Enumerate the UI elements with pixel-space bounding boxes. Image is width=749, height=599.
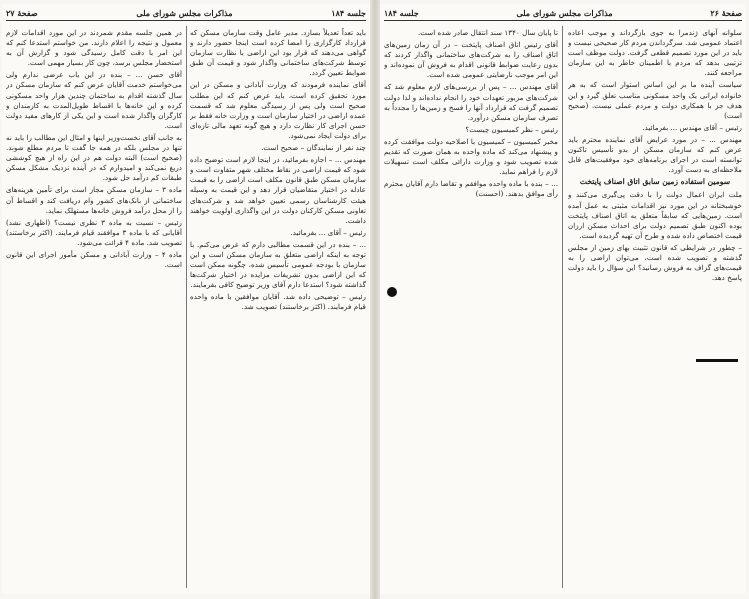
paragraph: مخبر کمیسیون – کمیسیون با اصلاحیه دولت موافقت کرده و پیشنهاد می‌کند که ماده واحده به همان صورت که تقدیم شده تصویب شود و وزارت دارائی مکلف است تسهیلات لازم را فراهم نماید. bbox=[384, 136, 558, 177]
paragraph: ملت ایران اعمال دولت را با دقت پی‌گیری می‌کنند و خوشبختانه در این مورد نیز اقدامات مثبتی به عمل آمده است. زمین‌هایی که سابقاً متعلق به اتاق اصناف پایتخت بوده اکنون طبق تصمیم دولت برای احداث مسکن ارزان قیمت اختصاص داده شده و طرح آن تهیه گردیده است. bbox=[568, 190, 742, 240]
left-page-session: جلسه ۱۸۴ bbox=[331, 8, 366, 18]
paragraph: چند نفر از نمایندگان – صحیح است. bbox=[261, 143, 366, 153]
ink-mark bbox=[696, 359, 738, 362]
paragraph: ... – بنده در این قسمت مطالبی دارم که عرض می‌کنم. با توجه به اینکه اراضی متعلق به سازمان مسکن است و این سازمان با بودجه عمومی تأسیس شده، چگونه ممکن است که این اراضی بدون تشریفات مزایده در اختیار شرکت‌ها گذاشته شود؟ استدعا دارم آقای وزیر توضیح کافی بفرمایند. bbox=[190, 239, 366, 290]
paragraph: مهندس ... – در مورد عرایض آقای نماینده محترم باید عرض کنم که سازمان مسکن از بدو تأسیس تاکنون توانسته است در اجرای برنامه‌های خود موفقیت‌های قابل ملاحظه‌ای به دست آورد. bbox=[568, 134, 742, 175]
paragraph: – چطور در شرایطی که قانون تثبیت بهای زمین از مجلس گذشته و تصویب شده است، می‌توان اراضی را به قیمت‌های گزاف به فروش رسانید؟ این سؤال را باید دولت پاسخ دهد. bbox=[568, 242, 742, 283]
paragraph: مهندس ... – اجازه بفرمائید، در اینجا لازم است توضیح داده شود که قیمت اراضی در نقاط مختلف شهر متفاوت است و سازمان مسکن طبق قانون مکلف است اراضی را به قیمت عادله در اختیار متقاضیان قرار دهد و این قیمت به وسیله هیئت کارشناسان رسمی تعیین خواهد شد و شرکت‌های تعاونی مسکن کارکنان دولت در این واگذاری اولویت خواهند داشت. bbox=[190, 155, 366, 225]
paragraph: رئیس – آقای ... بفرمائید. bbox=[290, 227, 366, 237]
column-divider bbox=[562, 26, 563, 588]
left-page-column-left bbox=[6, 28, 182, 588]
paragraph: تا پایان سال ۱۳۴۰ سند انتقال صادر شده است. bbox=[417, 28, 558, 37]
right-page-column-left bbox=[384, 28, 558, 588]
paragraph: آقای رئیس اتاق اصناف پایتخت – در آن زمان زمین‌های اتاق اصناف را به شرکت‌های ساختمانی واگذار کردند که بدون رعایت ضوابط قانونی اقدام به فروش آن نموده‌اند و این امر موجب نارضایتی عمومی شده است. bbox=[384, 40, 558, 80]
paragraph: سیاست آینده ما بر این اساس استوار است که به هر خانواده ایرانی یک واحد مسکونی مناسب تعلق گیرد و این هدف جز با همکاری دولت و مردم عملی نیست. (صحیح است) bbox=[568, 80, 742, 120]
right-page-number: صفحهٔ ۲۶ bbox=[710, 8, 742, 18]
paragraph: رئیس – آقای مهندس ... بفرمائید. bbox=[642, 122, 742, 132]
paragraph: ... – بنده با ماده واحده موافقم و تقاضا دارم آقایان محترم رأی موافق بدهند. (احسنت) bbox=[384, 179, 558, 199]
right-page-header bbox=[384, 6, 742, 21]
paragraph: به جانب آقای نخست‌وزیر اینها و امثال این مطالب را باید نه تنها در مجلس بلکه در همه جا گفت تا مردم مطلع شوند. (صحیح است) البته دولت هم در این راه از هیچ کوششی دریغ نمی‌کند و امیدوارم که در آینده نزدیک مشکل مسکن طبقات کم درآمد حل شود. bbox=[6, 132, 182, 183]
left-page-title: مذاکرات مجلس شورای ملی bbox=[136, 8, 233, 18]
paragraph: رئیس – نسبت به ماده ۳ نظری نیست؟ (اظهاری نشد) آقایانی که با ماده ۳ موافقند قیام فرمایند. (اکثر برخاستند) تصویب شد. ماده ۴ قرائت می‌شود. bbox=[6, 217, 182, 247]
right-page-title: مذاکرات مجلس شورای ملی bbox=[516, 8, 613, 18]
paragraph: در همین جلسه مقدم شمردند در این مورد اقدامات لازم معمول و نتیجه را اعلام دارند. من خواستم استدعا کنم که این امر با دقت کامل رسیدگی شود و گزارش آن به استحضار مجلس برسد، چون کار بسیار مهمی است. bbox=[6, 28, 182, 68]
paragraph: آقای نماینده فرمودند که وزارت آبادانی و مسکن در این مورد تحقیق کرده است، باید عرض کنم که این مطلب صحیح است ولی پس از رسیدگی معلوم شد که قسمت عمده اراضی در اختیار سازمان است و وزارت خانه فقط بر حسن اجرای کار نظارت دارد و هیچ گونه تعهد مالی تازه‌ای برای دولت ایجاد نمی‌شود. bbox=[190, 80, 366, 140]
paragraph: آقای مهندس ... – پس از بررسی‌های لازم معلوم شد که شرکت‌های مزبور تعهدات خود را انجام نداده‌اند و لذا دولت تصمیم گرفت که قرارداد آنها را فسخ و زمین‌ها را مجدداً به تصرف سازمان مسکن درآورد. bbox=[384, 82, 558, 122]
paragraph: باید تعداً تعدیلاً بسازد. مدیر عامل وقت سازمان مسکن که قرارداد کارگزاری را امضا کرده است اینجا حضور دارند و گواهی می‌دهند که قرار بود این اراضی با نظارت سازمان توسط شرکت‌های ساختمانی واگذار شود و قیمت آن طبق ضوابط تعیین گردد. bbox=[190, 28, 366, 78]
paragraph: ماده ۳ – سازمان مسکن مجاز است برای تأمین هزینه‌های ساختمانی از بانک‌های کشور وام دریافت کند و اقساط آن را از محل درآمد فروش خانه‌ها مستهلک نماید. bbox=[6, 185, 182, 215]
left-page-header bbox=[6, 6, 366, 21]
page-gutter bbox=[370, 0, 380, 599]
column-divider bbox=[186, 26, 187, 588]
paragraph: ماده ۴ – وزارت آبادانی و مسکن مأمور اجرای این قانون است. bbox=[6, 249, 182, 270]
section-heading: سومین استفاده زمین سابق اتاق اصناف پایتخت bbox=[579, 177, 731, 187]
paragraph: رئیس – توضیحی داده شد. آقایان موافقین با ماده واحده قیام فرمایند. (اکثر برخاستند) تصویب شد. bbox=[190, 292, 366, 312]
paragraph: سلوانه آنهای ژندمرا به جوی بازگرداند و موجب اعاده اعتماد عمومی شد. سرگرداندن مردم کار صحیحی نیست و باید در این مورد تصمیم قطعی گرفت. دولت موظف است ترتیبی بدهد که مردم با اطمینان خاطر به این سازمان مراجعه کنند. bbox=[568, 28, 742, 78]
left-page bbox=[2, 4, 370, 594]
right-page-column-right bbox=[568, 28, 742, 588]
left-page-column-right bbox=[190, 28, 366, 588]
right-page-session: جلسه ۱۸۴ bbox=[384, 8, 419, 18]
right-page bbox=[380, 4, 746, 594]
paragraph: آقای حسن ... – بنده در این باب عرضی ندارم ولی می‌خواستم خدمت آقایان عرض کنم که سازمان مسکن در سال گذشته اقدام به ساختمان چندین هزار واحد مسکونی کرده و این خانه‌ها با اقساط طویل‌المدت به کارمندان و کارگران واگذار شده است و این یکی از کارهای مفید دولت است. bbox=[6, 70, 182, 130]
punch-hole bbox=[387, 287, 397, 297]
left-page-number: صفحهٔ ۲۷ bbox=[6, 8, 38, 18]
paragraph: رئیس – نظر کمیسیون چیست؟ bbox=[465, 124, 558, 134]
